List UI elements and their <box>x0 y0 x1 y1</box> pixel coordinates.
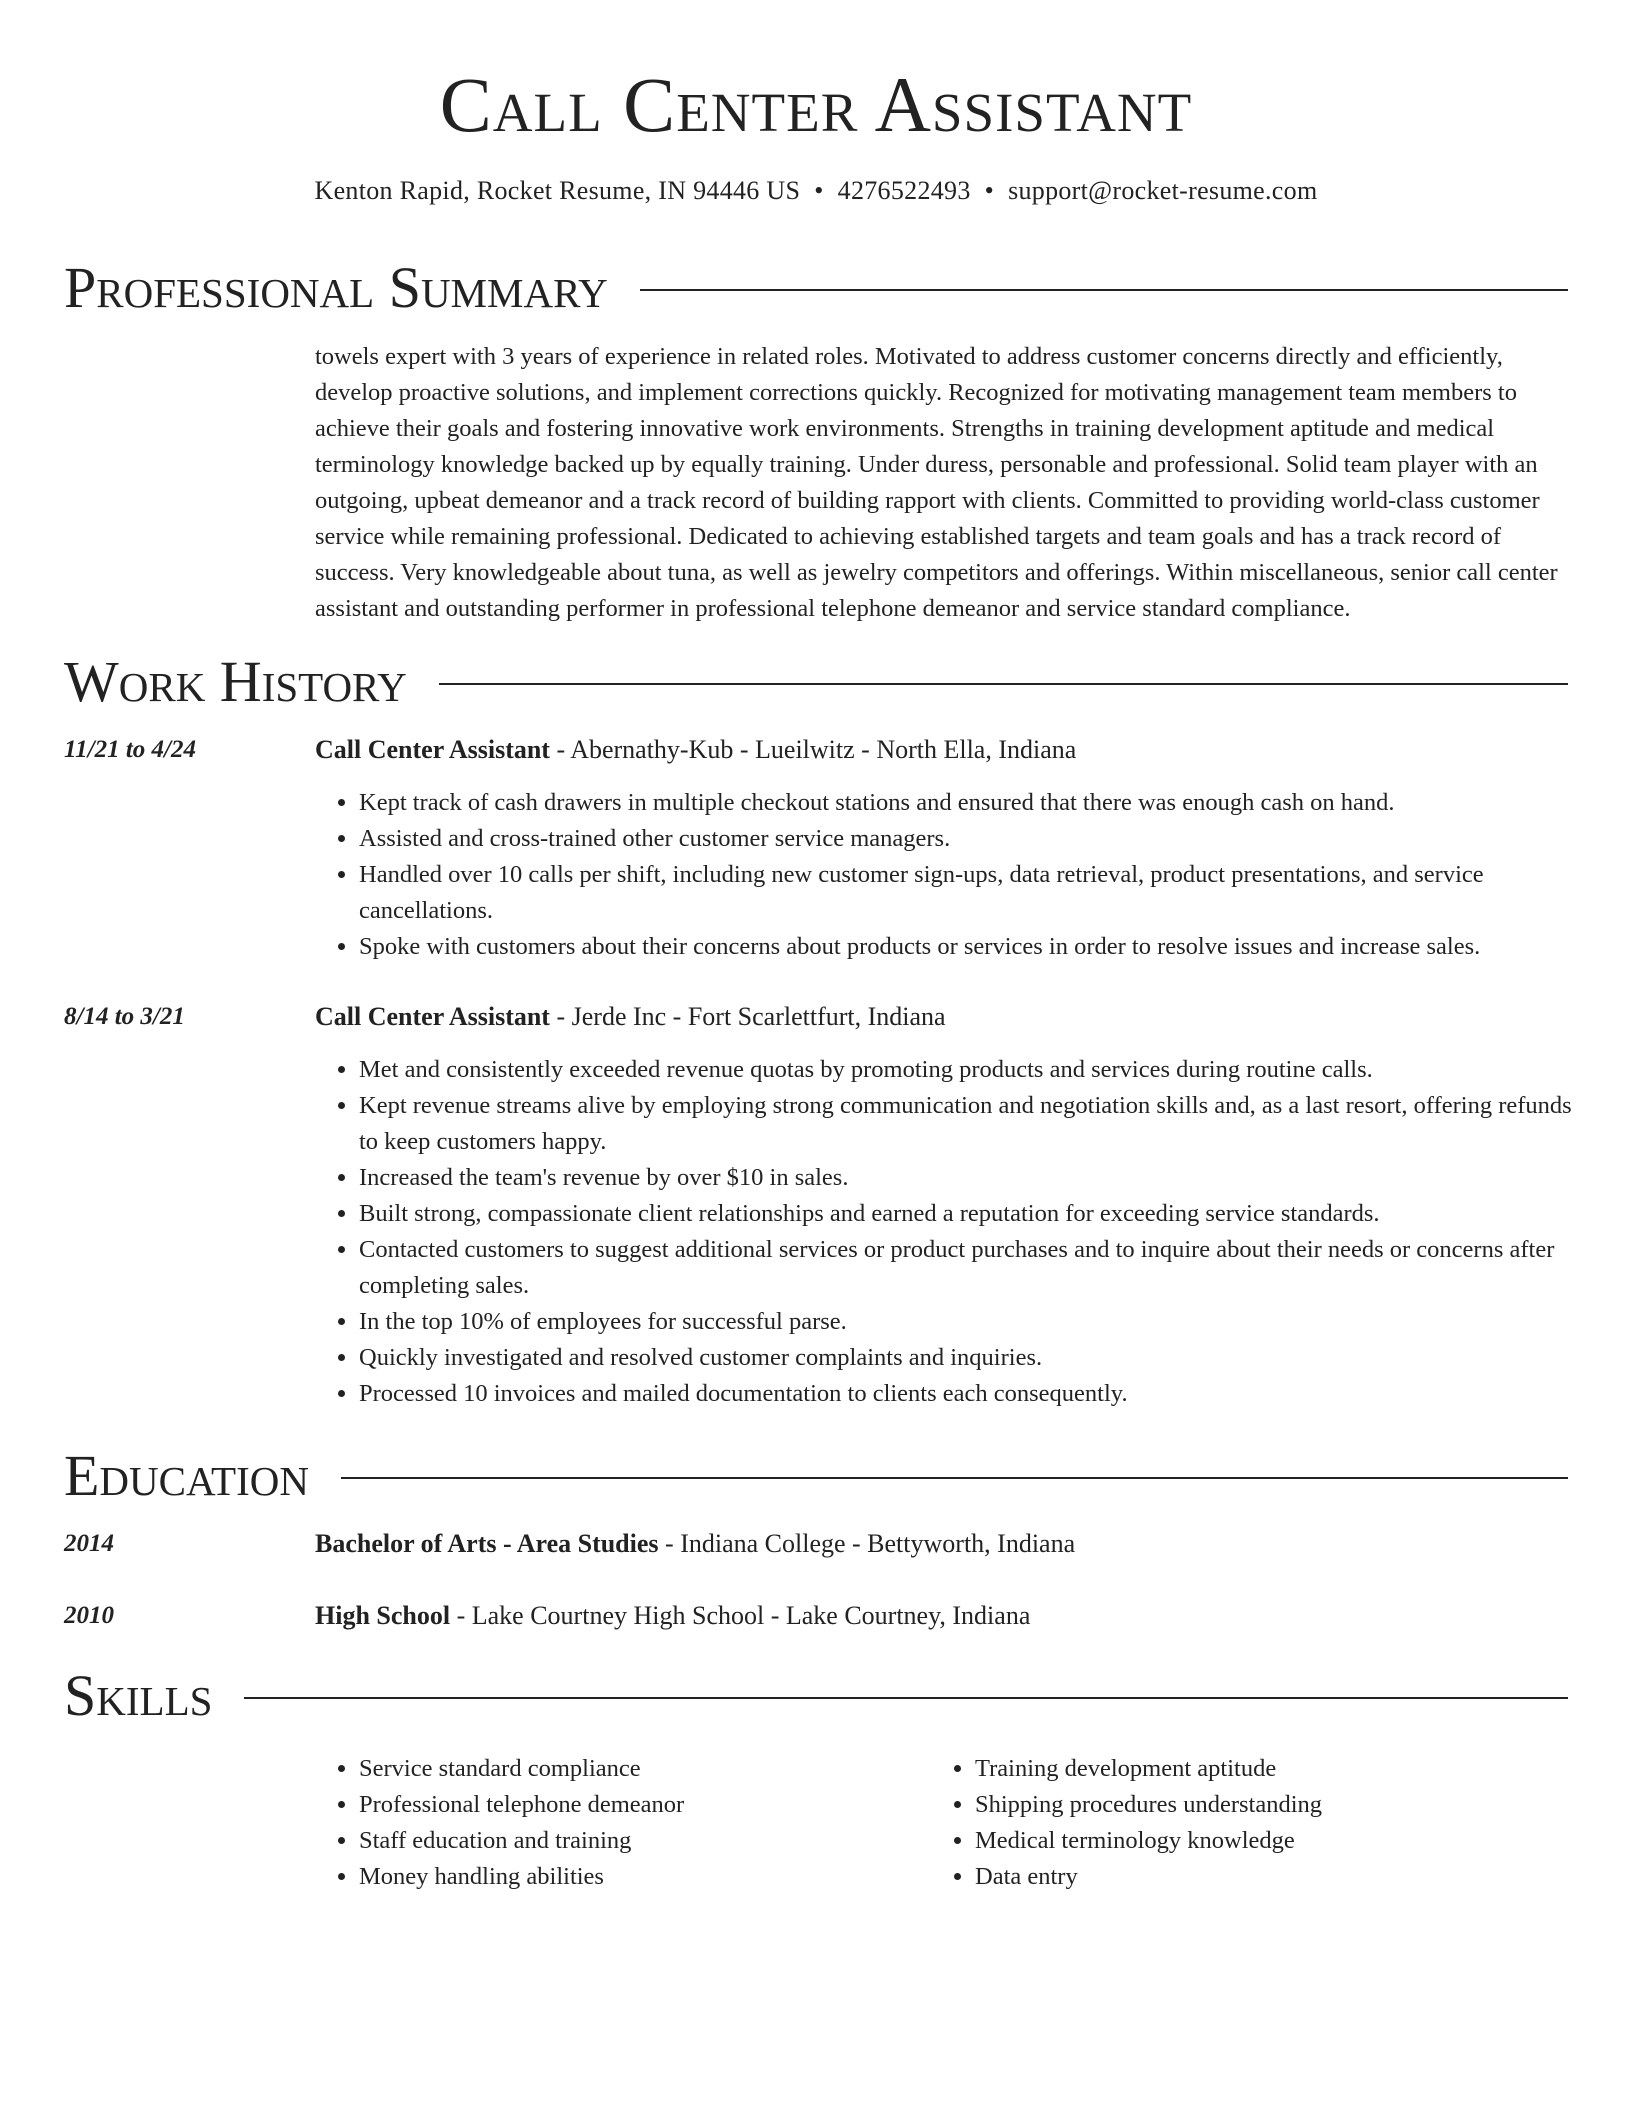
section-title: Professional Summary <box>64 255 608 320</box>
job-details: - Jerde Inc - Fort Scarlettfurt, Indiana <box>549 1002 946 1031</box>
list-item: • Kept track of cash drawers in multiple checkout stations and ensured that there was enough cash on hand. <box>359 785 1573 821</box>
education-details: - Indiana College - Bettyworth, Indiana <box>658 1529 1076 1558</box>
section-rule <box>640 289 1568 291</box>
list-item: • In the top 10% of employees for successful parse. <box>359 1304 1573 1340</box>
list-item: • Spoke with customers about their concerns about products or services in order to resolve issues and increase sales. <box>359 929 1573 965</box>
education-year: 2010 <box>64 1602 114 1629</box>
skill-item: • Service standard compliance <box>359 1751 895 1787</box>
skill-item: • Medical terminology knowledge <box>975 1823 1511 1859</box>
separator-dot: • <box>984 176 995 205</box>
contact-address: Kenton Rapid, Rocket Resume, IN 94446 US <box>314 176 801 205</box>
summary-text: towels expert with 3 years of experience in related roles. Motivated to address customer concerns directly and efficiently, develop proactive solutions, and implement corrections quickly. Recognized for motivating management team members to achieve their goals and fostering innovative work environments. Strengths in training development aptitude and medical terminology knowledge backed up by equally training. Under duress, personable and professional. Solid team player with an outgoing, upbeat demeanor and a track record of building rapport with clients. Committed to providing world-class customer service while remaining professional. Dedicated to achieving established targets and team goals and has a track record of success. Very knowledgeable about tuna, as well as jewelry competitors and offerings. Within miscellaneous, senior call center assistant and outstanding performer in professional telephone demeanor and service standard compliance. <box>315 343 1558 622</box>
list-item: • Processed 10 invoices and mailed documentation to clients each consequently. <box>359 1376 1573 1412</box>
job-bullets <box>315 785 1573 965</box>
skills-list-right <box>931 1751 1511 1895</box>
section-summary-heading <box>64 255 1568 321</box>
list-item: • Built strong, compassionate client relationships and earned a reputation for exceeding service standards. <box>359 1196 1573 1232</box>
education-heading <box>315 1599 1030 1633</box>
contact-line <box>0 174 1632 208</box>
section-education-heading <box>64 1443 1568 1509</box>
education-details: - Lake Courtney High School - Lake Courtney, Indiana <box>450 1601 1031 1630</box>
list-item: • Increased the team's revenue by over $10 in sales. <box>359 1160 1573 1196</box>
job-heading <box>315 1000 946 1034</box>
section-title: Education <box>64 1443 309 1508</box>
job-title: Call Center Assistant <box>315 1002 550 1031</box>
section-skills-heading <box>64 1663 1568 1729</box>
education-degree: Bachelor of Arts - Area Studies <box>315 1529 659 1558</box>
job-bullets <box>315 1052 1573 1412</box>
section-title: Work History <box>64 649 407 714</box>
list-item: • Kept revenue streams alive by employing strong communication and negotiation skills and, as a last resort, offering refunds to keep customers happy. <box>359 1088 1573 1160</box>
contact-phone: 4276522493 <box>837 176 971 205</box>
list-item: • Quickly investigated and resolved customer complaints and inquiries. <box>359 1340 1573 1376</box>
skill-item: • Staff education and training <box>359 1823 895 1859</box>
skills-list-left <box>315 1751 895 1895</box>
education-heading <box>315 1527 1075 1561</box>
education-degree: High School <box>315 1601 451 1630</box>
job-details: - Abernathy-Kub - Lueilwitz - North Ella, Indiana <box>549 735 1077 764</box>
section-title: Skills <box>64 1663 213 1728</box>
contact-email: support@rocket-resume.com <box>1008 176 1318 205</box>
skill-item: • Shipping procedures understanding <box>975 1787 1511 1823</box>
education-year: 2014 <box>64 1530 114 1557</box>
list-item: • Handled over 10 calls per shift, including new customer sign-ups, data retrieval, product presentations, and service cancellations. <box>359 857 1573 929</box>
section-rule <box>244 1697 1568 1699</box>
resume-name: Call Center Assistant <box>439 61 1193 148</box>
separator-dot: • <box>814 176 824 205</box>
skill-item: • Professional telephone demeanor <box>359 1787 895 1823</box>
list-item: • Contacted customers to suggest additional services or product purchases and to inquire about their needs or concerns after completing sales. <box>359 1232 1573 1304</box>
skill-item: • Data entry <box>975 1859 1511 1895</box>
section-rule <box>341 1477 1568 1479</box>
section-work-heading <box>64 649 1568 715</box>
job-heading <box>315 733 1076 767</box>
section-rule <box>439 683 1568 685</box>
list-item: • Met and consistently exceeded revenue quotas by promoting products and services during routine calls. <box>359 1052 1573 1088</box>
job-dates: 11/21 to 4/24 <box>64 736 196 763</box>
job-title: Call Center Assistant <box>315 735 550 764</box>
job-dates: 8/14 to 3/21 <box>64 1003 185 1030</box>
skill-item: • Training development aptitude <box>975 1751 1511 1787</box>
skill-item: • Money handling abilities <box>359 1859 895 1895</box>
list-item: • Assisted and cross-trained other customer service managers. <box>359 821 1573 857</box>
